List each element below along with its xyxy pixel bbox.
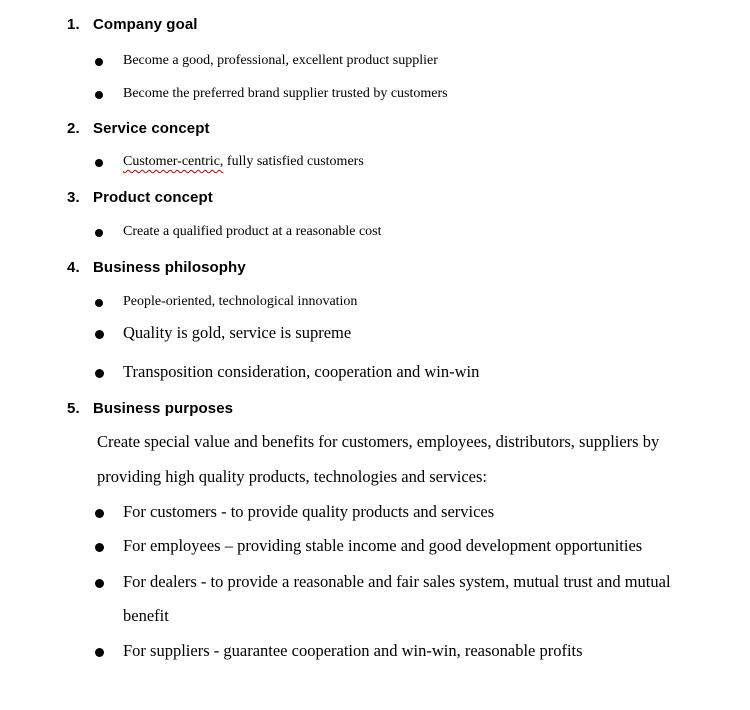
bullet-text: Become a good, professional, excellent product supplier [123,53,438,68]
section-heading-product-concept [67,189,213,206]
bullet-text: For customers - to provide quality products and services [123,502,495,521]
bullet-item [95,224,382,240]
bullet-icon [95,330,104,339]
section-heading-business-philosophy [67,259,246,276]
bullet-item [95,363,479,382]
bullet-icon [95,543,104,552]
bullet-text: For employees – providing stable income and good development opportunities [123,536,643,555]
bullet-item [95,294,357,310]
bullet-continuation-line: benefit [123,606,169,625]
bullet-icon [95,58,103,66]
bullet-text: Quality is gold, service is supreme [123,323,352,342]
bullet-text [123,154,364,170]
section-title: Business purposes [93,400,234,417]
bullet-text: For dealers - to provide a reasonable and fair sales system, mutual trust and mutual [123,572,671,591]
section-number: 5. [67,400,80,417]
bullet-text: Create a qualified product at a reasonable cost [123,224,382,239]
bullet-icon [95,229,103,237]
section-heading-business-purposes [67,400,233,417]
bullet-icon [95,509,104,518]
section-number: 1. [67,16,80,33]
bullet-item [95,537,642,556]
bullet-icon [95,369,104,378]
section-number: 4. [67,259,80,276]
bullet-item [95,86,448,102]
bullet-item [95,53,438,69]
section-title: Company goal [93,16,198,33]
bullet-text: Transposition consideration, cooperation and win-win [123,362,480,381]
section-title: Service concept [93,120,210,137]
bullet-icon [95,91,103,99]
section-title: Business philosophy [93,259,246,276]
bullet-text: People-oriented, technological innovation [123,294,358,309]
bullet-item [95,642,583,661]
misspelled-word: Customer-centric, [123,154,224,169]
section-title: Product concept [93,189,213,206]
section-heading-company-goal [67,16,198,33]
bullet-icon [95,579,104,588]
bullet-icon [95,299,103,307]
paragraph-line: Create special value and benefits for customers, employees, distributors, suppliers by [97,432,660,451]
bullet-icon [95,159,103,167]
section-number: 2. [67,120,80,137]
paragraph-line: providing high quality products, technologies and services: [97,467,487,486]
bullet-text-rest: fully satisfied customers [223,154,364,169]
bullet-item [95,324,351,343]
bullet-item [95,503,494,522]
bullet-item [95,573,671,592]
bullet-text: Become the preferred brand supplier trusted by customers [123,86,448,101]
section-number: 3. [67,189,80,206]
bullet-item [95,154,364,170]
section-heading-service-concept [67,120,210,137]
bullet-text: For suppliers - guarantee cooperation and win-win, reasonable profits [123,641,583,660]
bullet-icon [95,648,104,657]
